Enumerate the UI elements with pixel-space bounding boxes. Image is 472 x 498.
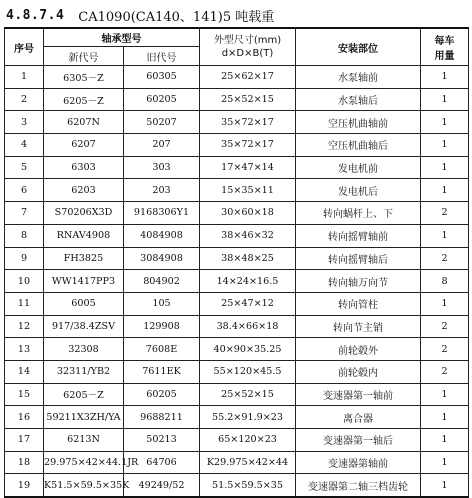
cell-qty: 1 bbox=[421, 224, 469, 247]
cell-qty: 1 bbox=[421, 451, 469, 474]
cell-position: 水泵轴前 bbox=[296, 66, 421, 89]
header-position: 安装部位 bbox=[296, 28, 421, 66]
cell-seq: 4 bbox=[5, 134, 44, 157]
cell-old-code: 7611EK bbox=[124, 360, 200, 383]
table-row bbox=[5, 224, 469, 247]
cell-new-code: WW1417PP3 bbox=[44, 270, 124, 293]
cell-dimension: 38×46×32 bbox=[200, 224, 296, 247]
cell-dimension: 38×48×25 bbox=[200, 247, 296, 270]
cell-position: 前轮毂外 bbox=[296, 338, 421, 361]
table-row bbox=[5, 338, 469, 361]
table-row bbox=[5, 451, 469, 474]
table-row bbox=[5, 111, 469, 134]
cell-position: 水泵轴后 bbox=[296, 88, 421, 111]
cell-dimension: 15×35×11 bbox=[200, 179, 296, 202]
cell-position: 转向管柱 bbox=[296, 292, 421, 315]
cell-seq: 5 bbox=[5, 156, 44, 179]
table-row bbox=[5, 202, 469, 225]
cell-dimension: 30×60×18 bbox=[200, 202, 296, 225]
table-row bbox=[5, 179, 469, 202]
table-body bbox=[5, 66, 469, 498]
header-seq: 序号 bbox=[5, 28, 44, 66]
cell-seq: 19 bbox=[5, 474, 44, 497]
cell-qty: 1 bbox=[421, 429, 469, 452]
cell-position: 前轮毂内 bbox=[296, 360, 421, 383]
cell-new-code: 6005 bbox=[44, 292, 124, 315]
header-dimension-line1: 外型尺寸(mm) bbox=[213, 35, 282, 46]
table-row bbox=[5, 66, 469, 89]
cell-seq: 11 bbox=[5, 292, 44, 315]
cell-new-code: 6205－Z bbox=[44, 383, 124, 406]
cell-old-code: 3084908 bbox=[124, 247, 200, 270]
cell-qty: 1 bbox=[421, 292, 469, 315]
cell-seq: 13 bbox=[5, 338, 44, 361]
cell-position: 发电机后 bbox=[296, 179, 421, 202]
table-row bbox=[5, 315, 469, 338]
cell-dimension: 55.2×91.9×23 bbox=[200, 406, 296, 429]
cell-dimension: K29.975×42×44 bbox=[200, 451, 296, 474]
cell-seq: 3 bbox=[5, 111, 44, 134]
cell-seq: 2 bbox=[5, 88, 44, 111]
cell-old-code: 60205 bbox=[124, 88, 200, 111]
cell-seq: 12 bbox=[5, 315, 44, 338]
cell-qty: 1 bbox=[421, 406, 469, 429]
table-row bbox=[5, 134, 469, 157]
cell-new-code: 29.975×42×44.1JR bbox=[44, 451, 124, 474]
cell-seq: 8 bbox=[5, 224, 44, 247]
table-header bbox=[5, 28, 469, 66]
cell-qty: 1 bbox=[421, 474, 469, 497]
cell-seq: 1 bbox=[5, 66, 44, 89]
cell-qty: 1 bbox=[421, 179, 469, 202]
cell-qty: 2 bbox=[421, 338, 469, 361]
cell-position: 变速器第一轴后 bbox=[296, 429, 421, 452]
cell-new-code: 6305－Z bbox=[44, 66, 124, 89]
cell-qty: 1 bbox=[421, 66, 469, 89]
table-row bbox=[5, 156, 469, 179]
cell-seq: 7 bbox=[5, 202, 44, 225]
cell-position: 转向轴万向节 bbox=[296, 270, 421, 293]
cell-new-code: 6205－Z bbox=[44, 88, 124, 111]
cell-old-code: 4084908 bbox=[124, 224, 200, 247]
cell-position: 转向摇臂轴后 bbox=[296, 247, 421, 270]
cell-qty: 1 bbox=[421, 383, 469, 406]
cell-old-code: 9168306Y1 bbox=[124, 202, 200, 225]
cell-dimension: 38.4×66×18 bbox=[200, 315, 296, 338]
cell-position: 空压机曲轴前 bbox=[296, 111, 421, 134]
cell-old-code: 203 bbox=[124, 179, 200, 202]
cell-old-code: 60205 bbox=[124, 383, 200, 406]
bearing-table bbox=[4, 27, 469, 498]
header-per-vehicle bbox=[421, 28, 469, 66]
cell-qty: 2 bbox=[421, 247, 469, 270]
cell-dimension: 25×47×12 bbox=[200, 292, 296, 315]
cell-position: 转向摇臂轴前 bbox=[296, 224, 421, 247]
cell-position: 转向节主销 bbox=[296, 315, 421, 338]
cell-seq: 10 bbox=[5, 270, 44, 293]
cell-new-code: 32308 bbox=[44, 338, 124, 361]
cell-qty: 2 bbox=[421, 360, 469, 383]
cell-dimension: 35×72×17 bbox=[200, 111, 296, 134]
cell-dimension: 25×52×15 bbox=[200, 88, 296, 111]
table-row bbox=[5, 270, 469, 293]
cell-position: 变速器第轴前 bbox=[296, 451, 421, 474]
table-row bbox=[5, 88, 469, 111]
section-title: CA1090(CA140、141)5 吨载重 bbox=[78, 9, 275, 25]
cell-old-code: 105 bbox=[124, 292, 200, 315]
header-per-vehicle-line1: 每车 bbox=[434, 36, 455, 47]
cell-qty: 2 bbox=[421, 202, 469, 225]
table-row bbox=[5, 360, 469, 383]
cell-new-code: 6203 bbox=[44, 179, 124, 202]
header-old-code: 旧代号 bbox=[124, 47, 200, 66]
cell-dimension: 51.5×59.5×35 bbox=[200, 474, 296, 497]
header-bearing-model: 轴承型号 bbox=[44, 28, 200, 47]
header-per-vehicle-line2: 用量 bbox=[434, 51, 455, 62]
table-row bbox=[5, 429, 469, 452]
cell-position: 离合器 bbox=[296, 406, 421, 429]
cell-old-code: 303 bbox=[124, 156, 200, 179]
section-heading bbox=[6, 4, 274, 26]
cell-qty: 1 bbox=[421, 111, 469, 134]
cell-old-code: 129908 bbox=[124, 315, 200, 338]
cell-dimension: 14×24×16.5 bbox=[200, 270, 296, 293]
cell-qty: 1 bbox=[421, 156, 469, 179]
cell-old-code: 49249/52 bbox=[124, 474, 200, 497]
cell-qty: 2 bbox=[421, 315, 469, 338]
cell-qty: 1 bbox=[421, 134, 469, 157]
cell-dimension: 65×120×23 bbox=[200, 429, 296, 452]
cell-dimension: 25×52×15 bbox=[200, 383, 296, 406]
cell-position: 发电机前 bbox=[296, 156, 421, 179]
cell-new-code: 59211X3ZH/YA bbox=[44, 406, 124, 429]
section-number: 4.8.7.4 bbox=[6, 7, 65, 23]
cell-position: 空压机曲轴后 bbox=[296, 134, 421, 157]
cell-qty: 8 bbox=[421, 270, 469, 293]
header-dimension-line2: d×D×B(T) bbox=[221, 48, 274, 59]
table-row bbox=[5, 247, 469, 270]
cell-seq: 14 bbox=[5, 360, 44, 383]
cell-seq: 18 bbox=[5, 451, 44, 474]
header-new-code: 新代号 bbox=[44, 47, 124, 66]
cell-dimension: 40×90×35.25 bbox=[200, 338, 296, 361]
cell-dimension: 35×72×17 bbox=[200, 134, 296, 157]
cell-old-code: 804902 bbox=[124, 270, 200, 293]
cell-new-code: 6213N bbox=[44, 429, 124, 452]
cell-old-code: 7608E bbox=[124, 338, 200, 361]
cell-dimension: 55×120×45.5 bbox=[200, 360, 296, 383]
cell-new-code: K51.5×59.5×35K bbox=[44, 474, 124, 497]
cell-old-code: 207 bbox=[124, 134, 200, 157]
cell-dimension: 25×62×17 bbox=[200, 66, 296, 89]
table-row bbox=[5, 292, 469, 315]
cell-old-code: 60305 bbox=[124, 66, 200, 89]
table-row bbox=[5, 406, 469, 429]
cell-new-code: 6207 bbox=[44, 134, 124, 157]
cell-old-code: 9688211 bbox=[124, 406, 200, 429]
cell-old-code: 64706 bbox=[124, 451, 200, 474]
cell-new-code: 6207N bbox=[44, 111, 124, 134]
cell-new-code: 917/38.4ZSV bbox=[44, 315, 124, 338]
cell-seq: 15 bbox=[5, 383, 44, 406]
cell-old-code: 50213 bbox=[124, 429, 200, 452]
cell-new-code: S70206X3D bbox=[44, 202, 124, 225]
cell-seq: 16 bbox=[5, 406, 44, 429]
cell-new-code: 6303 bbox=[44, 156, 124, 179]
cell-qty: 1 bbox=[421, 88, 469, 111]
cell-old-code: 50207 bbox=[124, 111, 200, 134]
cell-seq: 6 bbox=[5, 179, 44, 202]
table-row bbox=[5, 474, 469, 497]
cell-new-code: RNAV4908 bbox=[44, 224, 124, 247]
header-dimension bbox=[200, 28, 296, 66]
cell-position: 变速器第一轴前 bbox=[296, 383, 421, 406]
cell-position: 变速器第二轴三档齿轮 bbox=[296, 474, 421, 497]
cell-seq: 17 bbox=[5, 429, 44, 452]
table-row bbox=[5, 383, 469, 406]
cell-position: 转向蜗杆上、下 bbox=[296, 202, 421, 225]
cell-seq: 9 bbox=[5, 247, 44, 270]
cell-dimension: 17×47×14 bbox=[200, 156, 296, 179]
cell-new-code: FH3825 bbox=[44, 247, 124, 270]
cell-new-code: 32311/YB2 bbox=[44, 360, 124, 383]
